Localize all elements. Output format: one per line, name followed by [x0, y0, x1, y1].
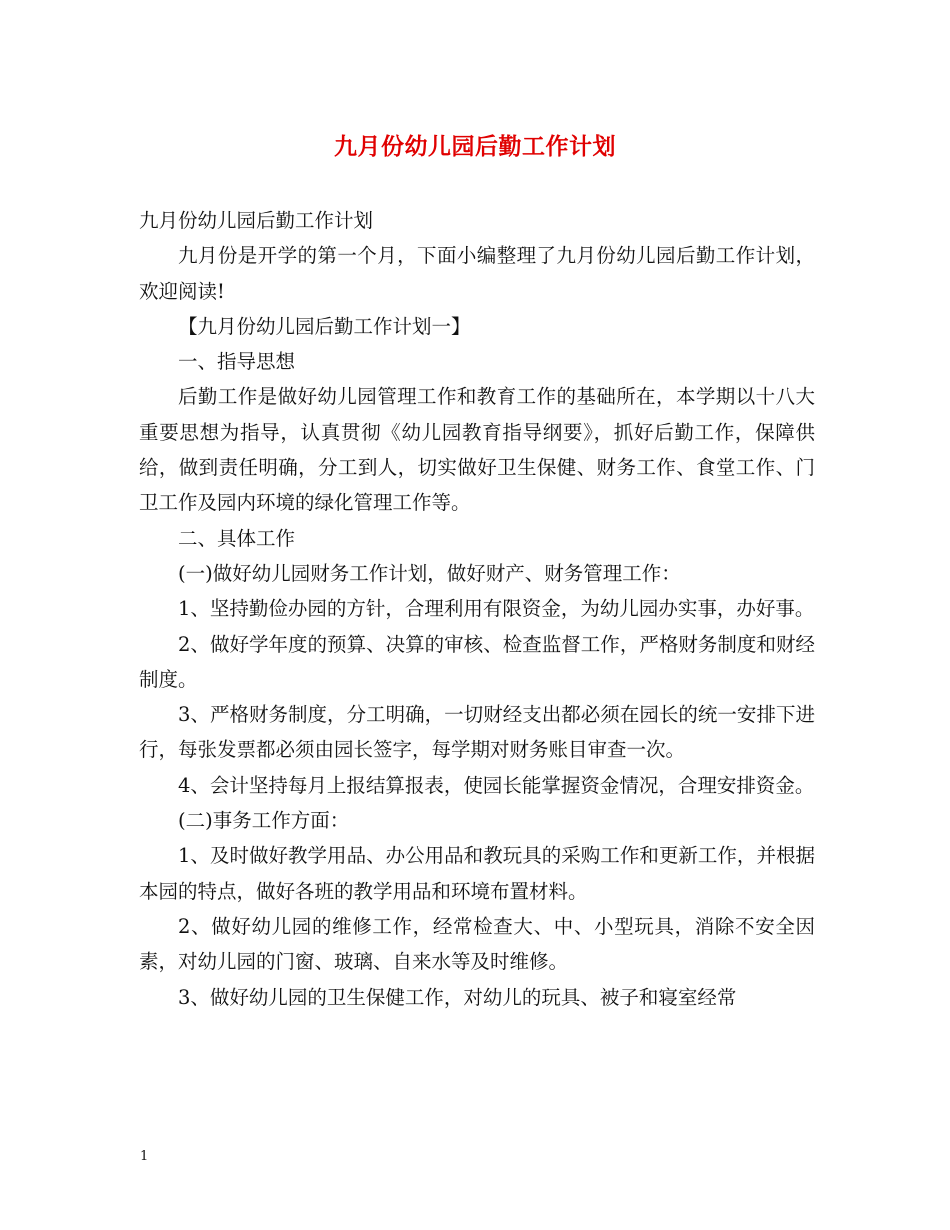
paragraph: 后勤工作是做好幼儿园管理工作和教育工作的基础所在，本学期以十八大重要思想为指导，认真贯彻《幼儿园教育指导纲要》，抓好后勤工作，保障供给，做到责任明确，分工到人，切实做好卫生保健、财务工作、食堂工作、门卫工作及园内环境的绿化管理工作等。 — [139, 385, 815, 515]
list-item: 2、做好学年度的预算、决算的审核、检查监督工作，严格财务制度和财经制度。 — [139, 632, 815, 691]
list-item: 1、坚持勤俭办园的方针，合理利用有限资金，为幼儿园办实事，办好事。 — [178, 597, 815, 621]
paragraph: 【九月份幼儿园后勤工作计划一】 — [178, 314, 471, 338]
subsection-heading: (二)事务工作方面： — [178, 809, 350, 833]
list-item: 3、做好幼儿园的卫生保健工作，对幼儿的玩具、被子和寝室经常 — [178, 985, 737, 1009]
document-body — [139, 203, 815, 1015]
section-heading: 二、具体工作 — [178, 526, 296, 550]
section-heading: 一、指导思想 — [178, 350, 296, 374]
list-item: 3、严格财务制度，分工明确，一切财经支出都必须在园长的统一安排下进行，每张发票都必须由园长签字，每学期对财务账目审查一次。 — [139, 703, 815, 762]
page-number: 1 — [140, 1149, 149, 1164]
list-item: 4、会计坚持每月上报结算报表，使园长能掌握资金情况，合理安排资金。 — [178, 773, 815, 797]
document-title: 九月份幼儿园后勤工作计划 — [334, 133, 616, 160]
paragraph: 九月份是开学的第一个月，下面小编整理了九月份幼儿园后勤工作计划，欢迎阅读! — [139, 244, 815, 303]
list-item: 1、及时做好教学用品、办公用品和教玩具的采购工作和更新工作，并根据本园的特点，做好各班的教学用品和环境布置材料。 — [139, 844, 815, 903]
list-item: 2、做好幼儿园的维修工作，经常检查大、中、小型玩具，消除不安全因素，对幼儿园的门窗、玻璃、自来水等及时维修。 — [139, 914, 815, 974]
subsection-heading: (一)做好幼儿园财务工作计划，做好财产、财务管理工作： — [178, 561, 681, 585]
paragraph: 九月份幼儿园后勤工作计划 — [139, 209, 374, 232]
